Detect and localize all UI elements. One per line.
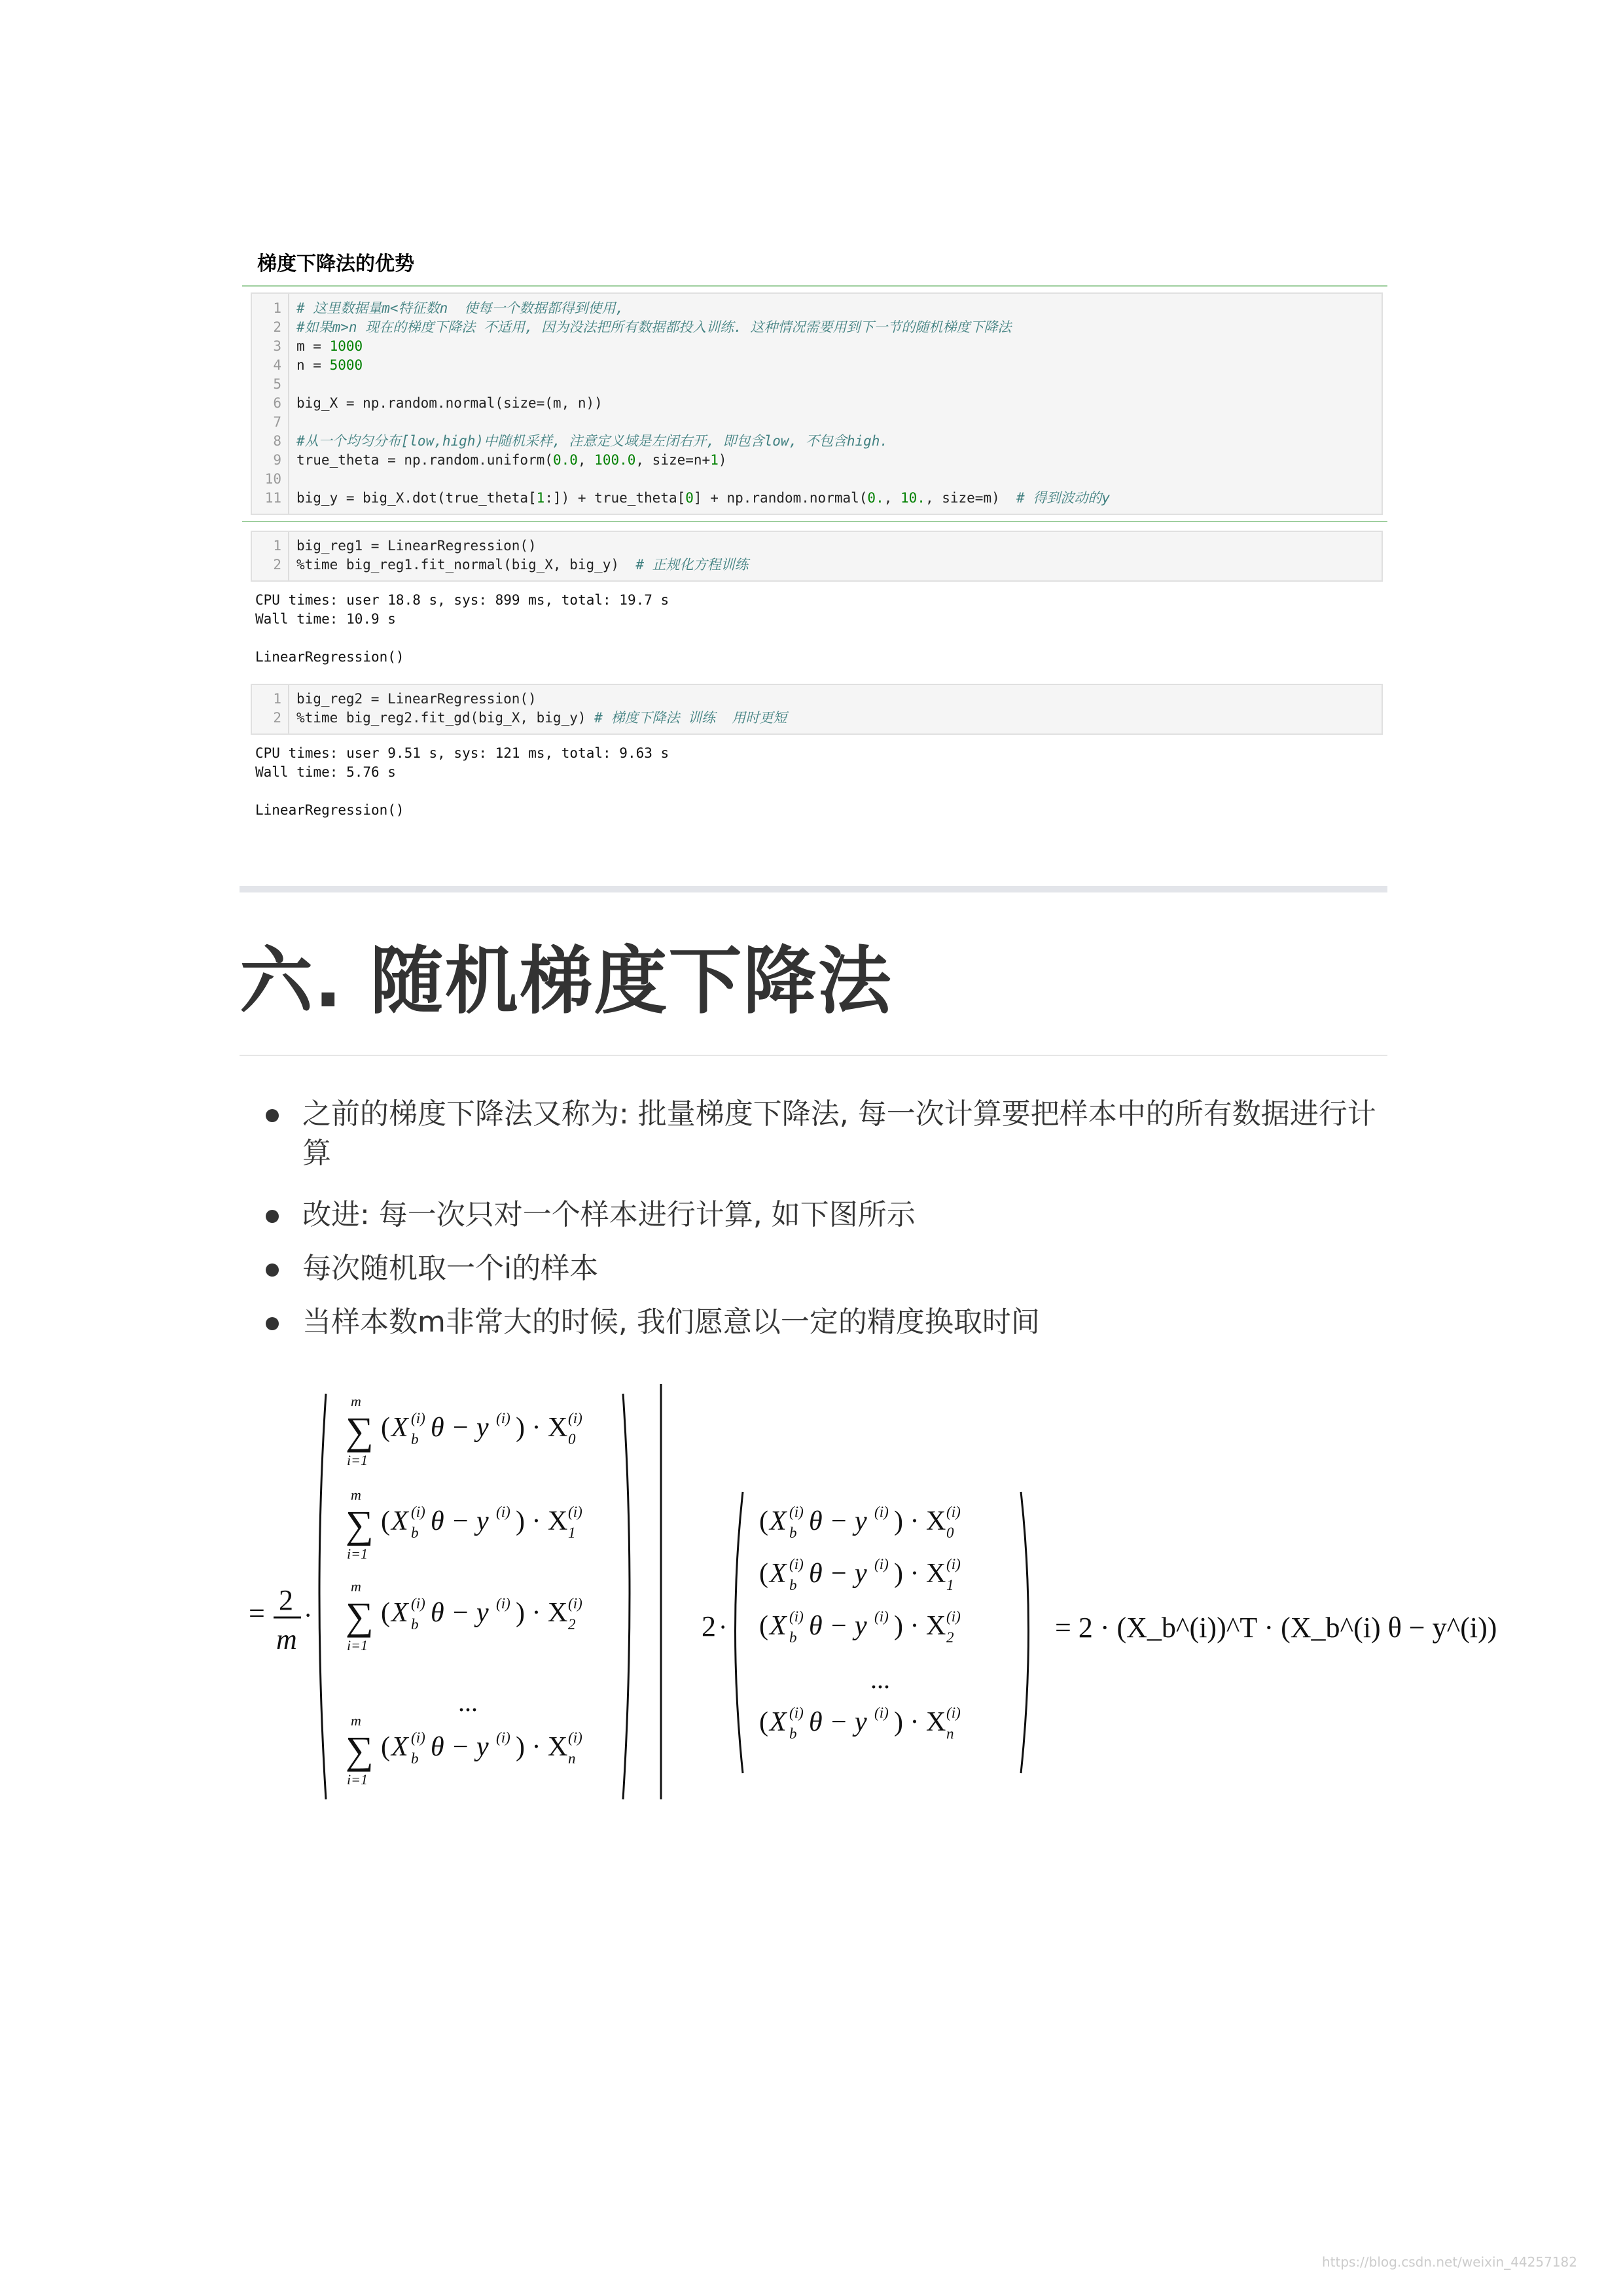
superscript-i: (i) xyxy=(946,1503,961,1520)
paren: ( xyxy=(381,1506,390,1536)
output-line: CPU times: user 18.8 s, sys: 899 ms, total: 19.7 s xyxy=(255,592,669,608)
heading-divider xyxy=(242,285,1387,287)
sum-sign: ∑ xyxy=(346,1595,374,1638)
sum-upper: m xyxy=(351,1712,361,1729)
theta-minus-y: θ − y xyxy=(431,1732,489,1762)
sum-lower: i=1 xyxy=(347,1545,368,1562)
code-text: #如果m>n 现在的梯度下降法 不适用, 因为没法把所有数据都投入训练. 这种情况需要用到下一节的随机梯度下降法 xyxy=(296,319,1012,335)
times-x: ) · X xyxy=(516,1598,568,1628)
formula-term xyxy=(381,1503,582,1541)
sum-upper: m xyxy=(351,1578,361,1595)
superscript-i: (i) xyxy=(874,1608,889,1625)
gradient-formula-image xyxy=(236,1374,1497,1799)
code-text: %time big_reg1.fit_normal(big_X, big_y) # 正规化方程训练 xyxy=(296,557,749,573)
times-x: ) · X xyxy=(516,1732,568,1762)
superscript-i: (i) xyxy=(568,1503,582,1520)
code-text: true_theta = np.random.uniform(0.0, 100.0, size=n+1) xyxy=(296,452,727,468)
output-line: LinearRegression() xyxy=(255,802,404,818)
watermark: https://blog.csdn.net/weixin_44257182 xyxy=(1321,2254,1577,2270)
formula-term xyxy=(381,1409,582,1447)
code-line xyxy=(252,709,1382,728)
svg-text:=: = xyxy=(249,1597,265,1629)
line-number: 5 xyxy=(273,376,281,392)
subscript-b: b xyxy=(789,1629,797,1646)
code-line xyxy=(252,299,1382,318)
code-text: big_reg1 = LinearRegression() xyxy=(296,538,537,554)
subscript-b: b xyxy=(789,1524,797,1541)
sum-sign: ∑ xyxy=(346,1729,374,1772)
superscript-i: (i) xyxy=(874,1704,889,1721)
times-x: ) · X xyxy=(894,1506,946,1536)
code-line xyxy=(252,375,1382,394)
code-line xyxy=(252,489,1382,508)
code-text: %time big_reg2.fit_gd(big_X, big_y) # 梯度下降法 训练 用时更短 xyxy=(296,710,787,726)
line-number: 4 xyxy=(273,357,281,373)
output-line: LinearRegression() xyxy=(255,649,404,665)
code-line xyxy=(252,451,1382,470)
theta-minus-y: θ − y xyxy=(809,1707,867,1737)
code-text: n = 5000 xyxy=(296,357,363,373)
paren: ( xyxy=(381,1598,390,1628)
x-symbol: X xyxy=(770,1611,787,1641)
x-symbol: X xyxy=(391,1732,408,1762)
paren: ( xyxy=(759,1506,768,1536)
superscript-i: (i) xyxy=(946,1704,961,1721)
times-x: ) · X xyxy=(894,1559,946,1589)
code-cell-1[interactable] xyxy=(251,292,1383,515)
superscript-i: (i) xyxy=(789,1555,804,1572)
x-symbol: X xyxy=(391,1413,408,1443)
formula-term xyxy=(759,1503,961,1541)
subscript-b: b xyxy=(411,1616,419,1633)
superscript-i: (i) xyxy=(496,1595,510,1612)
sum-sign: ∑ xyxy=(346,1503,374,1546)
paren: ( xyxy=(759,1611,768,1641)
theta-minus-y: θ − y xyxy=(809,1611,867,1641)
subscript-b: b xyxy=(789,1576,797,1593)
line-number: 2 xyxy=(273,557,281,573)
formula-coef-den: m xyxy=(276,1623,297,1655)
paren: ( xyxy=(381,1413,390,1443)
list-item: 当样本数m非常大的时候, 我们愿意以一定的精度换取时间 xyxy=(302,1305,1040,1339)
formula-coef-num: 2 xyxy=(279,1584,293,1616)
code-text: #从一个均匀分布[low,high)中随机采样, 注意定义域是左闭右开, 即包含low, 不包含high. xyxy=(296,433,889,449)
code-text: # 这里数据量m<特征数n 使每一个数据都得到使用, xyxy=(296,300,624,316)
superscript-i: (i) xyxy=(496,1729,510,1746)
code-text: big_reg2 = LinearRegression() xyxy=(296,691,537,707)
line-number: 10 xyxy=(264,471,281,487)
superscript-i: (i) xyxy=(568,1729,582,1746)
x-symbol: X xyxy=(770,1707,787,1737)
code-cell-3[interactable] xyxy=(251,684,1383,735)
sum-sign: ∑ xyxy=(346,1409,374,1453)
code-line xyxy=(252,556,1382,574)
section-separator xyxy=(240,886,1387,892)
code-line xyxy=(252,394,1382,413)
code-line xyxy=(252,337,1382,356)
code-line xyxy=(252,537,1382,556)
subscript-b: b xyxy=(411,1430,419,1447)
formula-term xyxy=(759,1555,961,1593)
subscript-index: 0 xyxy=(946,1524,954,1541)
superscript-i: (i) xyxy=(496,1503,510,1520)
superscript-i: (i) xyxy=(946,1608,961,1625)
subscript-b: b xyxy=(789,1725,797,1742)
line-number: 3 xyxy=(273,338,281,354)
times-x: ) · X xyxy=(894,1707,946,1737)
svg-text:·: · xyxy=(719,1612,728,1642)
formula-term xyxy=(759,1704,961,1742)
bullet-dot xyxy=(266,1210,279,1223)
subscript-b: b xyxy=(411,1750,419,1767)
line-number: 9 xyxy=(273,452,281,468)
code-line xyxy=(252,318,1382,337)
theta-minus-y: θ − y xyxy=(809,1506,867,1536)
line-number: 2 xyxy=(273,710,281,726)
x-symbol: X xyxy=(770,1506,787,1536)
subscript-index: 2 xyxy=(568,1616,576,1633)
subscript-index: 0 xyxy=(568,1430,576,1447)
code-text: m = 1000 xyxy=(296,338,363,354)
subscript-index: n xyxy=(946,1725,954,1742)
list-item: 改进: 每一次只对一个样本进行计算, 如下图所示 xyxy=(302,1198,916,1231)
line-number: 1 xyxy=(273,691,281,707)
list-item: 之前的梯度下降法又称为: 批量梯度下降法, 每一次计算要把样本中的所有数据进行计算 xyxy=(302,1097,1376,1170)
superscript-i: (i) xyxy=(411,1409,425,1426)
line-number: 2 xyxy=(273,319,281,335)
formula-ellipsis: ... xyxy=(458,1687,478,1717)
theta-minus-y: θ − y xyxy=(431,1413,489,1443)
line-number: 1 xyxy=(273,538,281,554)
superscript-i: (i) xyxy=(496,1409,510,1426)
subscript-index: 1 xyxy=(568,1524,576,1541)
bullet-dot xyxy=(266,1263,279,1277)
code-text: big_y = big_X.dot(true_theta[1:]) + true_theta[0] + np.random.normal(0., 10., size=m) # 得到波动的y xyxy=(296,490,1110,506)
title-underline xyxy=(240,1055,1387,1056)
sum-lower: i=1 xyxy=(347,1771,368,1788)
superscript-i: (i) xyxy=(789,1704,804,1721)
superscript-i: (i) xyxy=(411,1595,425,1612)
page-title: 六. 随机梯度下降法 xyxy=(240,939,893,1024)
superscript-i: (i) xyxy=(789,1608,804,1625)
formula-mid-coef: 2 xyxy=(702,1610,716,1642)
superscript-i: (i) xyxy=(874,1503,889,1520)
formula-term xyxy=(381,1595,582,1633)
superscript-i: (i) xyxy=(874,1555,889,1572)
superscript-i: (i) xyxy=(946,1555,961,1572)
list-item: 每次随机取一个i的样本 xyxy=(302,1252,599,1285)
code-cell-2[interactable] xyxy=(251,531,1383,582)
formula-term xyxy=(759,1608,961,1646)
section-heading: 梯度下降法的优势 xyxy=(257,253,414,275)
superscript-i: (i) xyxy=(568,1595,582,1612)
formula-right-expression: = 2 · (X_b^(i))^T · (X_b^(i) θ − y^(i)) xyxy=(1055,1612,1497,1644)
subscript-index: n xyxy=(568,1750,576,1767)
theta-minus-y: θ − y xyxy=(431,1506,489,1536)
subscript-b: b xyxy=(411,1524,419,1541)
output-line: Wall time: 10.9 s xyxy=(255,611,396,627)
output-line: CPU times: user 9.51 s, sys: 121 ms, total: 9.63 s xyxy=(255,745,669,761)
line-number: 7 xyxy=(273,414,281,430)
sum-lower: i=1 xyxy=(347,1637,368,1653)
line-number: 1 xyxy=(273,300,281,316)
superscript-i: (i) xyxy=(789,1503,804,1520)
code-line xyxy=(252,356,1382,375)
subscript-index: 2 xyxy=(946,1629,954,1646)
line-number: 11 xyxy=(264,490,281,506)
x-symbol: X xyxy=(391,1506,408,1536)
formula-term xyxy=(381,1729,582,1767)
formula-vector-ellipsis: ... xyxy=(870,1665,890,1694)
superscript-i: (i) xyxy=(568,1409,582,1426)
output-line: Wall time: 5.76 s xyxy=(255,764,396,780)
x-symbol: X xyxy=(391,1598,408,1628)
line-number: 6 xyxy=(273,395,281,411)
paren: ( xyxy=(381,1732,390,1762)
paren: ( xyxy=(759,1707,768,1737)
bullet-dot xyxy=(266,1317,279,1330)
svg-text:·: · xyxy=(304,1600,313,1630)
sum-upper: m xyxy=(351,1393,361,1409)
line-number: 8 xyxy=(273,433,281,449)
sum-upper: m xyxy=(351,1487,361,1503)
times-x: ) · X xyxy=(516,1506,568,1536)
code-line xyxy=(252,690,1382,709)
code-line xyxy=(252,413,1382,432)
code-line xyxy=(252,432,1382,451)
code-line xyxy=(252,470,1382,489)
theta-minus-y: θ − y xyxy=(431,1598,489,1628)
x-symbol: X xyxy=(770,1559,787,1589)
paren: ( xyxy=(759,1559,768,1589)
sum-lower: i=1 xyxy=(347,1452,368,1468)
subscript-index: 1 xyxy=(946,1576,954,1593)
times-x: ) · X xyxy=(516,1413,568,1443)
theta-minus-y: θ − y xyxy=(809,1559,867,1589)
times-x: ) · X xyxy=(894,1611,946,1641)
cell-divider xyxy=(242,521,1387,522)
code-text: big_X = np.random.normal(size=(m, n)) xyxy=(296,395,603,411)
superscript-i: (i) xyxy=(411,1503,425,1520)
superscript-i: (i) xyxy=(411,1729,425,1746)
bullet-dot xyxy=(266,1109,279,1122)
